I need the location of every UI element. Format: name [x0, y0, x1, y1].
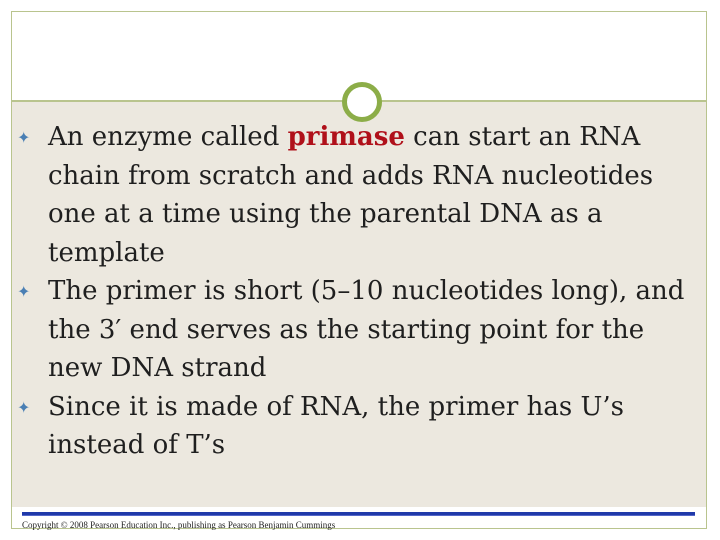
- circle-ornament-icon: [342, 82, 382, 122]
- copyright-notice: Copyright © 2008 Pearson Education Inc., publishing as Pearson Benjamin Cummings: [22, 520, 336, 530]
- footer-bar-shadow: [22, 515, 695, 516]
- bullet-item-primer-length: [17, 272, 687, 388]
- bullet-item-primase: [17, 118, 687, 272]
- slide-body: [17, 118, 687, 465]
- leaf-bullet-icon: ✦: [17, 128, 31, 147]
- primase-highlight: primase: [287, 122, 405, 152]
- leaf-bullet-icon: ✦: [17, 397, 31, 417]
- bullet-text-after: can start an RNA chain from scratch and adds RNA nucleotides one at a time using the parental DNA as a template: [48, 122, 654, 268]
- bullet-text: The primer is short (5–10 nucleotides long), and the 3′ end serves as the starting point for the new DNA strand: [48, 276, 685, 383]
- bullet-text-before: An enzyme called: [48, 122, 288, 152]
- leaf-bullet-icon: ✦: [17, 282, 31, 301]
- bullet-text: Since it is made of RNA, the primer has U’s instead of T’s: [48, 391, 624, 460]
- bullet-item-rna-primer: [17, 388, 687, 465]
